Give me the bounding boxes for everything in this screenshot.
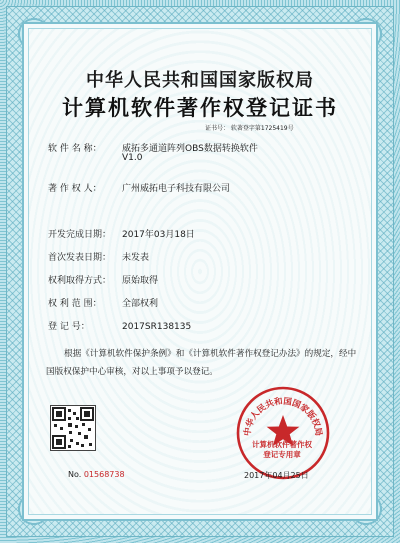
seal-ring-text: 中华人民共和国国家版权局 <box>242 396 324 437</box>
field-value: 2017SR138135 <box>122 322 192 332</box>
issuer-title: 中华人民共和国国家版权局 <box>86 70 314 91</box>
certificate-title: 计算机软件著作权登记证书 <box>62 96 338 120</box>
field-value: 未发表 <box>122 253 150 263</box>
field-rights-scope <box>48 296 158 309</box>
field-acquisition-method <box>48 273 158 286</box>
seal-center-text <box>232 440 332 460</box>
field-label: 权利取得方式： <box>48 276 112 286</box>
serial-number <box>68 470 125 479</box>
field-value: 原始取得 <box>122 276 159 286</box>
serial-prefix: No. <box>68 470 82 479</box>
field-label: 著 作 权 人： <box>48 184 102 194</box>
field-value: 全部权利 <box>122 299 159 309</box>
qr-code-icon <box>50 405 96 451</box>
serial-value: 01568738 <box>83 470 125 479</box>
field-label: 权 利 范 围： <box>48 299 102 309</box>
field-label: 开发完成日期： <box>48 230 112 240</box>
registration-statement: 根据《计算机软件保护条例》和《计算机软件著作权登记办法》的规定，经中国版权保护中心审核，对以上事项予以登记。 <box>46 349 357 377</box>
field-registration-number <box>48 319 191 332</box>
field-software-name <box>48 141 258 154</box>
field-label: 登 记 号： <box>48 322 90 332</box>
seal-line-1: 计算机软件著作权 <box>252 440 312 449</box>
field-value: 威拓多通道阵列OBS数据转换软件 <box>122 144 258 154</box>
registration-number: 证书号： 软著登字第1725419号 <box>205 125 294 132</box>
field-label: 首次发表日期： <box>48 253 112 263</box>
seal-line-2: 登记专用章 <box>263 450 301 459</box>
field-completion-date <box>48 227 195 240</box>
issue-date: 2017年04月25日 <box>244 471 309 480</box>
field-software-version: V1.0 <box>122 153 143 163</box>
official-seal-icon <box>235 385 331 481</box>
field-first-publication <box>48 250 149 263</box>
field-label: 软 件 名 称： <box>48 144 102 154</box>
field-copyright-owner <box>48 181 230 194</box>
field-value: 广州威拓电子科技有限公司 <box>122 184 231 194</box>
field-value: 2017年03月18日 <box>122 230 195 240</box>
